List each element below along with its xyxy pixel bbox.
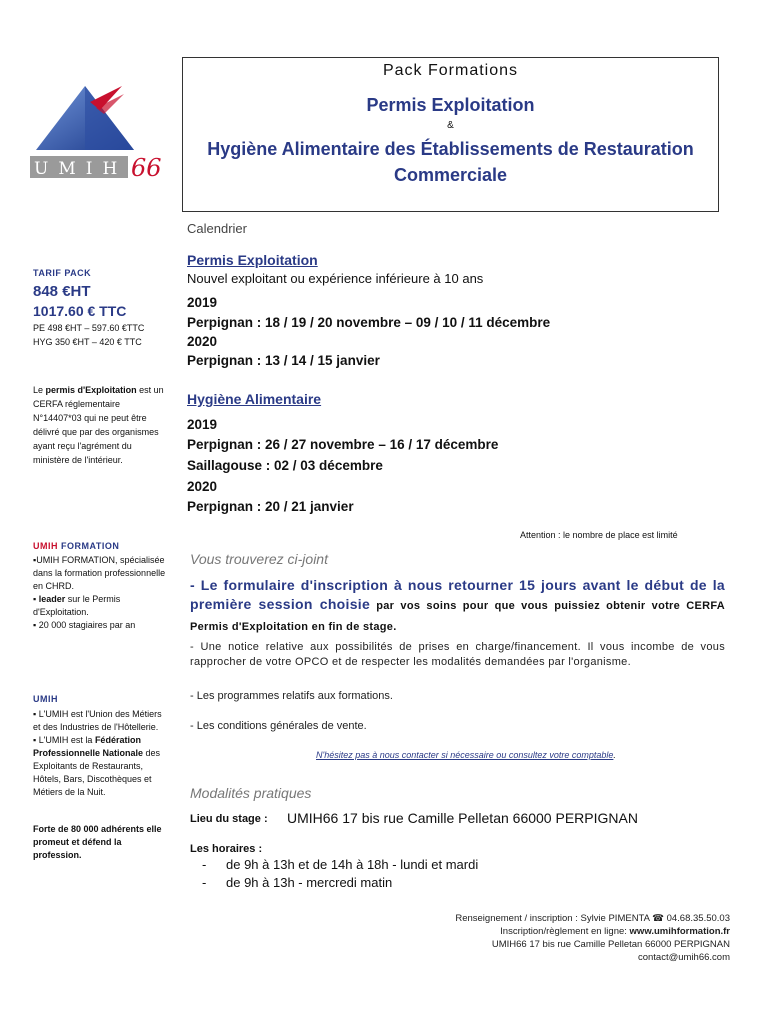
horaires-label: Les horaires : (190, 843, 263, 855)
tarif-pe: PE 498 €HT – 597.60 €TTC (33, 323, 145, 333)
hygiene-dates-2020: Perpignan : 20 / 21 janvier (187, 499, 354, 514)
tarif-ht: 848 €HT (33, 283, 91, 300)
attachment-form: - Le formulaire d'inscription à nous retourner 15 jours avant le début de la première session choisie par vos soins pour que vous puissiez obtenir votre CERFA Permis d'Exploitation en fin de stage. (190, 577, 725, 633)
pack-title: Pack Formations (382, 62, 519, 79)
attention-note: Attention : le nombre de place est limité (520, 530, 678, 540)
footer-contact: Renseignement / inscription : Sylvie PIMENTA ☎ 04.68.35.50.03 (455, 913, 730, 924)
hygiene-year-2019: 2019 (187, 417, 218, 432)
umih-formation-body (33, 554, 168, 632)
header-box (182, 57, 719, 212)
logo-number: 66 (131, 154, 162, 182)
umih-title: UMIH (33, 694, 58, 704)
horaire-item: - de 9h à 13h et de 14h à 18h - lundi et mardi (202, 857, 479, 872)
umih66-logo (30, 80, 170, 190)
attachments-heading: Vous trouverez ci-joint (190, 551, 328, 567)
modalites-heading: Modalités pratiques (190, 785, 312, 801)
umih-item: ▪ L'UMIH est l'Union des Métiers et des Industries de l'Hôtellerie. (33, 709, 162, 732)
permis-section-title: Permis Exploitation (187, 252, 318, 268)
formation-item: ▪UMIH FORMATION, spécialisée dans la formation professionnelle en CHRD. (33, 555, 166, 591)
lieu-value: UMIH66 17 bis rue Camille Pelletan 66000 PERPIGNAN (287, 810, 638, 826)
formation-item: ▪ leader sur le Permis d'Exploitation. (33, 594, 121, 617)
hygiene-dates-perpignan: Perpignan : 26 / 27 novembre – 16 / 17 décembre (187, 437, 499, 452)
attachment-notice: - Une notice relative aux possibilités de prises en charge/financement. Il vous incombe de vous rapprocher de votre OPCO et de respecter les modalités demandées par l'organisme. (190, 641, 725, 668)
permis-dates-2020: Perpignan : 13 / 14 / 15 janvier (187, 353, 380, 368)
hygiene-section-title: Hygiène Alimentaire (187, 391, 322, 407)
phone-icon: ☎ (652, 913, 664, 924)
logo-text: UMIH (34, 159, 128, 179)
permis-subtitle: Nouvel exploitant ou expérience inférieure à 10 ans (187, 271, 484, 286)
formation-item: ▪ 20 000 stagiaires par an (33, 620, 136, 630)
tarif-hyg: HYG 350 €HT – 420 € TTC (33, 337, 142, 347)
footer-address: UMIH66 17 bis rue Camille Pelletan 66000 PERPIGNAN (491, 939, 730, 950)
calendrier-heading: Calendrier (187, 221, 247, 236)
umih-formation-title: UMIH FORMATION (33, 541, 120, 551)
title-ampersand: & (447, 120, 454, 131)
permis-year-2020: 2020 (187, 334, 218, 349)
title-hygiene: Hygiène Alimentaire des Établissements de Restauration Commerciale (207, 139, 694, 185)
footer-email[interactable]: contact@umih66.com (637, 952, 730, 963)
hygiene-dates-saillagouse: Saillagouse : 02 / 03 décembre (187, 458, 383, 473)
umih-item: ▪ L'UMIH est la Fédération Professionnelle Nationale des Exploitants de Restaurants, Hôtels, Bars, Discothèques et Métiers de la Nuit. (33, 735, 161, 797)
horaire-item: - de 9h à 13h - mercredi matin (202, 875, 393, 890)
tarif-label: TARIF PACK (33, 268, 92, 278)
tarif-ttc: 1017.60 € TTC (33, 303, 127, 319)
umih-body (33, 708, 168, 799)
umih-force: Forte de 80 000 adhérents elle promeut et défend la profession. (33, 824, 162, 860)
attachment-conditions: - Les conditions générales de vente. (190, 720, 367, 732)
permis-dates-2019: Perpignan : 18 / 19 / 20 novembre – 09 / 10 / 11 décembre (187, 315, 551, 330)
title-permis: Permis Exploitation (366, 95, 535, 115)
attachment-programmes: - Les programmes relatifs aux formations. (190, 690, 393, 702)
contact-link[interactable]: N'hésitez pas à nous contacter si nécessaire ou consultez votre comptable. (316, 750, 616, 760)
permis-year-2019: 2019 (187, 295, 218, 310)
cerfa-note: Le permis d'Exploitation est un CERFA réglementaire N°14407*03 qui ne peut être délivré que par des organismes ayant reçu l'agrément du ministère de l'intérieur. (33, 385, 164, 465)
lieu-label: Lieu du stage : (190, 813, 268, 825)
hygiene-year-2020: 2020 (187, 479, 218, 494)
footer-website[interactable]: Inscription/règlement en ligne: www.umihformation.fr (500, 926, 730, 937)
